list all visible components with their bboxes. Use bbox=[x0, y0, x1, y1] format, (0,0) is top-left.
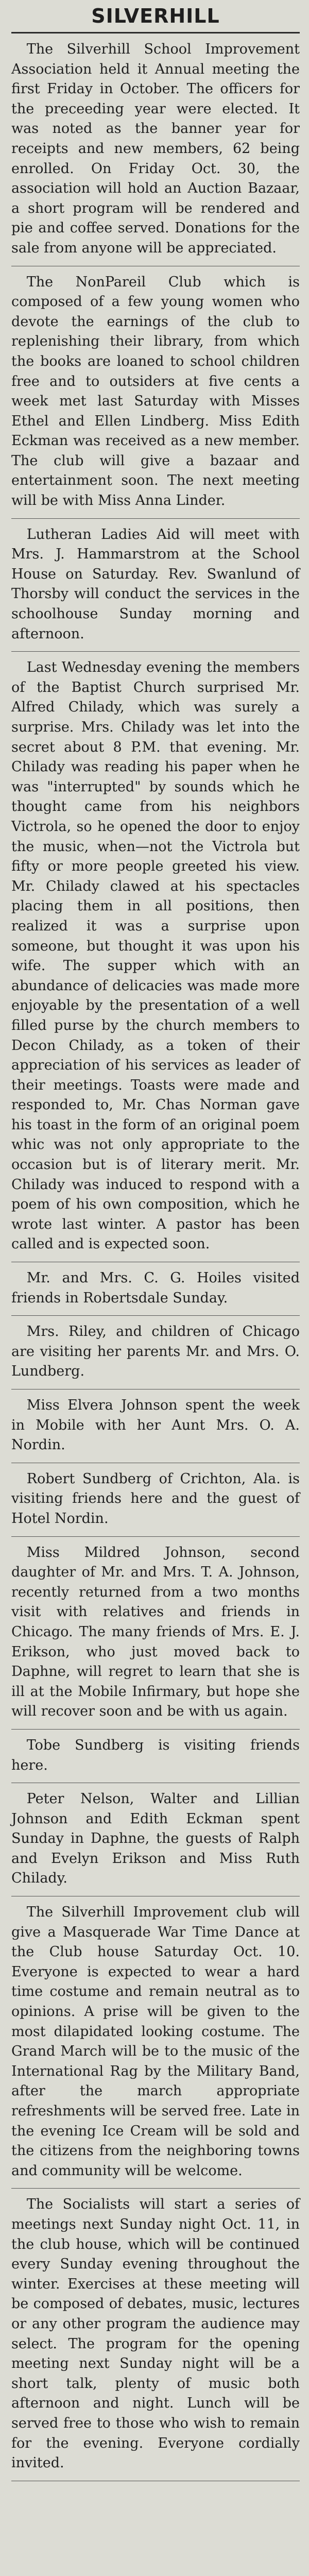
article-text: The NonPareil Club which is composed of a few young women who devote the earnings of the club to replenishing their library, from which the books are loaned to school children free and to outsiders at five cents a week met last Saturday with Misses Ethel and Ellen Lindberg. Miss Edith Eckman was received as a new member. The club will give a bazaar and entertainment soon. The next meeting will be with Miss Anna Linder. bbox=[11, 274, 300, 509]
news-item-tobe-sundberg bbox=[11, 1730, 300, 1783]
news-item-socialist-meetings bbox=[11, 2189, 300, 2481]
section-title: SILVERHILL bbox=[91, 5, 220, 27]
news-item-elvera-johnson bbox=[11, 1389, 300, 1463]
article-text: Mrs. Riley, and children of Chicago are visiting her parents Mr. and Mrs. O. Lundberg. bbox=[11, 1324, 300, 1380]
news-item-school-improvement bbox=[11, 33, 300, 266]
article-text: Miss Elvera Johnson spent the week in Mobile with her Aunt Mrs. O. A. Nordin. bbox=[11, 1397, 300, 1453]
news-item-baptist-surprise bbox=[11, 652, 300, 1262]
news-item-masquerade-dance bbox=[11, 1896, 300, 2189]
section-masthead bbox=[11, 0, 300, 33]
news-item-mildred-johnson bbox=[11, 1537, 300, 1730]
article-text: Peter Nelson, Walter and Lillian Johnson and Edith Eckman spent Sunday in Daphne, the guests of Ralph and Evelyn Erikson and Miss Ruth Chilady. bbox=[11, 1791, 300, 1887]
article-text: Lutheran Ladies Aid will meet with Mrs. J. Hammarstrom at the School House on Saturday. Rev. Swanlund of Thorsby will conduct the services in the schoolhouse Sunday morning and afternoon. bbox=[11, 526, 300, 642]
article-text: Robert Sundberg of Crichton, Ala. is visiting friends here and the guest of Hotel Nordin. bbox=[11, 1470, 300, 1527]
news-item-hoiles-visit bbox=[11, 1262, 300, 1316]
news-item-daphne-guests bbox=[11, 1783, 300, 1896]
article-text: The Silverhill Improvement club will give a Masquerade War Time Dance at the Club house Saturday Oct. 10. Everyone is expected to wear a hard time costume and remain neutral as to opinions. A prise will be given to the most dilapidated looking costume. The Grand March will be to the music of the International Rag by the Military Band, after the march appropriate refreshments will be served free. Late in the evening Ice Cream will be sold and the citizens from the neighboring towns and community will be welcome. bbox=[11, 1904, 300, 2179]
article-text: Tobe Sundberg is visiting friends here. bbox=[11, 1737, 300, 1773]
news-item-nonpareil-club bbox=[11, 266, 300, 519]
article-text: Last Wednesday evening the members of the Baptist Church surprised Mr. Alfred Chilady, which was surely a surprise. Mrs. Chilady was let into the secret about 8 P.M. that evening. Mr. Chilady was reading his paper when he was "interrupted" by sounds which he thought came from his neighbors Victrola, so he opened the door to enjoy the music, when—not the Victrola but fifty or more people greeted his view. Mr. Chilady clawed at his spectacles placing them in all positions, then realized it was a surprise upon someone, but thought it was upon his wife. The supper which with an abundance of delicacies was made more enjoyable by the presentation of a well filled purse by the church members to Decon Chilady, as a token of their appreciation of his services as leader of their meetings. Toasts were made and responded to, Mr. Chas Norman gave his toast in the form of an original poem whic was not only appropriate to the occasion but is of literary merit. Mr. Chilady was induced to respond with a poem of his own composition, which he wrote last winter. A pastor has been called and is expected soon. bbox=[11, 659, 300, 1252]
news-item-riley-visit bbox=[11, 1316, 300, 1389]
article-text: Mr. and Mrs. C. G. Hoiles visited friends in Robertsdale Sunday. bbox=[11, 1270, 300, 1306]
news-item-robert-sundberg bbox=[11, 1463, 300, 1537]
news-item-lutheran-ladies-aid bbox=[11, 519, 300, 652]
article-text: Miss Mildred Johnson, second daughter of Mr. and Mrs. T. A. Johnson, recently returned from a two months visit with relatives and friends in Chicago. The many friends of Mrs. E. J. Erikson, who just moved back to Daphne, will regret to learn that she is ill at the Mobile Infirmary, but hope she will recover soon and be with us again. bbox=[11, 1544, 300, 1720]
article-text: The Silverhill School Improvement Association held it Annual meeting the first Friday in October. The officers for the preceeding year were elected. It was noted as the banner year for receipts and new members, 62 being enrolled. On Friday Oct. 30, the association will hold an Auction Bazaar, a short program will be rendered and pie and coffee served. Donations for the sale from anyone will be appreciated. bbox=[11, 41, 300, 256]
article-text: The Socialists will start a series of meetings next Sunday night Oct. 11, in the club house, which will be continued every Sunday evening throughout the winter. Exercises at these meeting will be composed of debates, music, lectures or any other program the audience may select. The program for the opening meeting next Sunday night will be a short talk, plenty of music both afternoon and night. Lunch will be served free to those who wish to remain for the evening. Everyone cordially invited. bbox=[11, 2196, 300, 2471]
